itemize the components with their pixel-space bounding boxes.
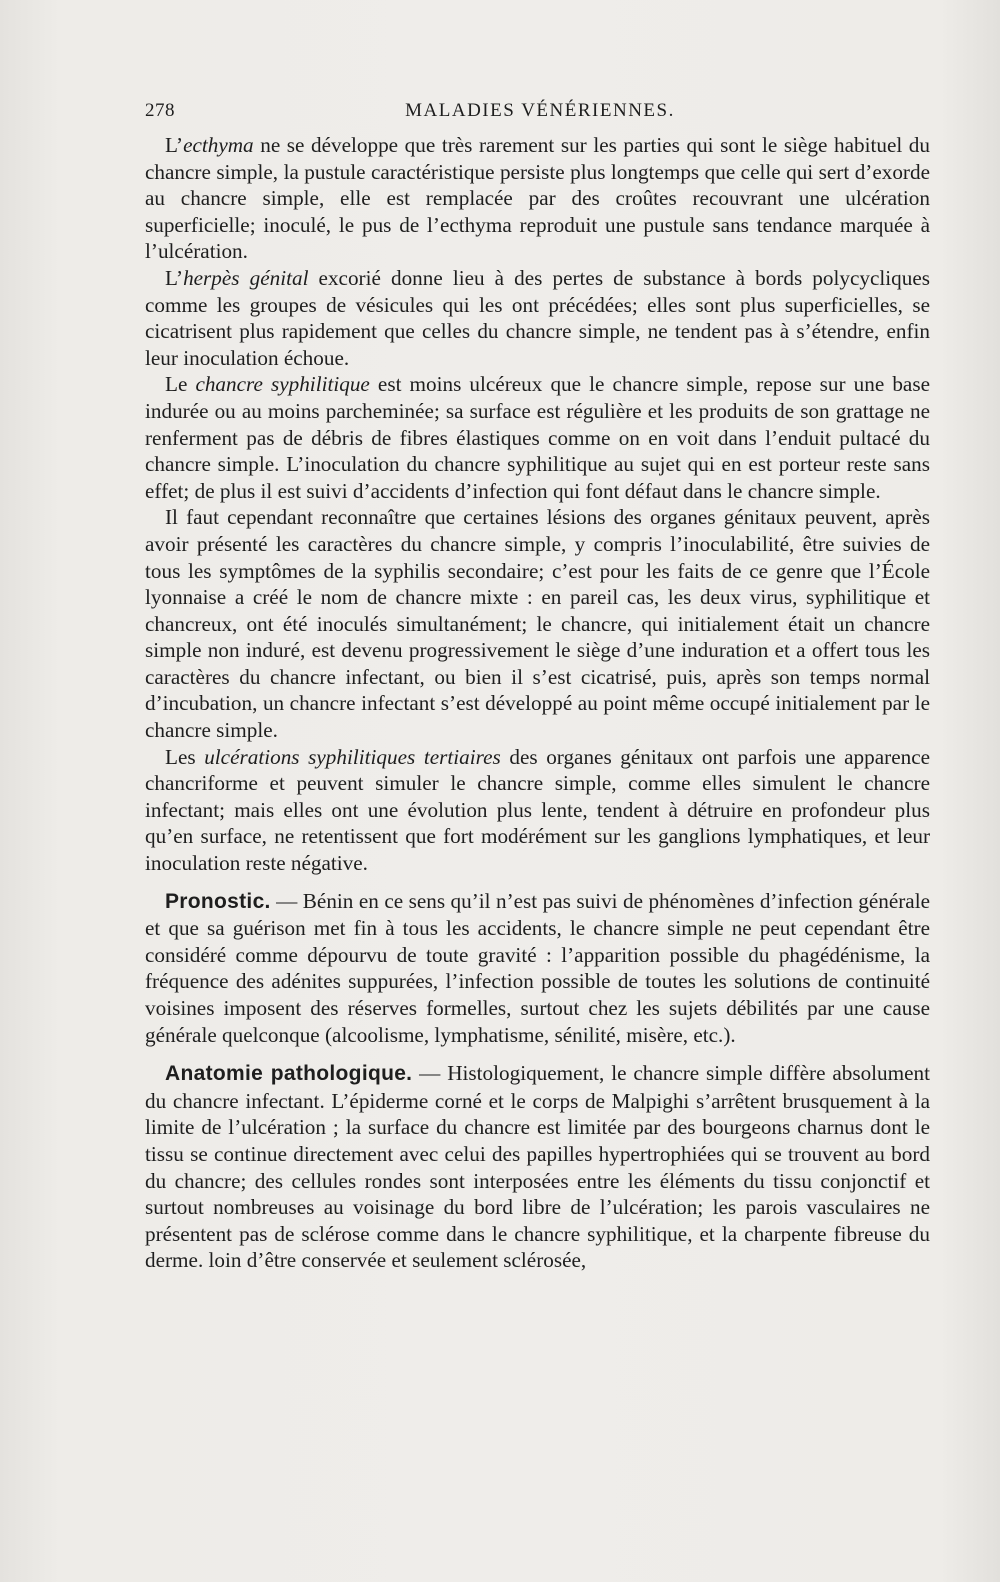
italic-term: herpès génital xyxy=(183,265,309,290)
paragraph-ulcerations-tertiaires xyxy=(145,744,930,877)
section-pronostic xyxy=(145,888,930,1049)
running-head xyxy=(145,100,935,124)
paragraph-text: est moins ulcéreux que le chancre simple, repose sur une base indurée ou au moins parcheminée; sa surface est régulière et les produits de son grattage ne renferment pas de débris de fibres élastiques comme on en voit dans l’enduit pultacé du chancre simple. L’inoculation du chancre syphilitique au sujet qui en est porteur reste sans effet; de plus il est suivi d’accidents d’infection qui font défaut dans le chancre simple. xyxy=(145,372,930,503)
paragraph-lead: L’ xyxy=(165,133,184,157)
section-heading-pronostic: Pronostic. xyxy=(165,889,271,913)
page-number: 278 xyxy=(145,100,175,121)
paragraph-text: ne se développe que très rarement sur les parties qui sont le siège habituel du chancre simple, la pustule caractéristique persiste plus longtemps que celle qui sert d’exorde au chancre simple, elle est remplacée par des croûtes recouvrant une ulcération superficielle; inoculé, le pus de l’ecthyma reproduit une pustule sans tendance marquée à l’ulcération. xyxy=(145,133,930,264)
paragraph-herpes xyxy=(145,265,930,371)
paragraph-lead: Les xyxy=(165,744,205,769)
running-title: MALADIES VÉNÉRIENNES. xyxy=(405,100,675,121)
body-text xyxy=(145,132,930,1274)
italic-term: ulcérations syphilitiques tertiaires xyxy=(204,744,501,769)
italic-term: chancre syphilitique xyxy=(195,372,370,397)
paragraph-lead: L’ xyxy=(165,265,184,290)
paragraph-text: excorié donne lieu à des pertes de substance à bords polycycliques comme les groupes de vésicules qui les ont précédées; elles sont plus superficielles, se cicatrisent plus rapidement que celles du chancre simple, ne tendent pas à s’étendre, enfin leur inoculation échoue. xyxy=(145,265,930,370)
paragraph-text: — Histologiquement, le chancre simple diffère absolument du chancre infectant. L’épiderme corné et le corps de Malpighi s’arrêtent brusquement à la limite de l’ulcération ; la surface du chancre est limitée par des bourgeons charnus dont le tissu se continue directement avec celui des papilles hypertrophiées qui se trouvent au bord du chancre; des cellules rondes sont interposées entre les éléments du tissu conjonctif et surtout nombreuses au voisinage du bord libre de l’ulcération; les parois vasculaires ne présentent pas de sclérose comme dans le chancre syphilitique, et la charpente fibreuse du derme. loin d’être conservée et seulement sclérosée, xyxy=(145,1061,931,1273)
paragraph-text: Il faut cependant reconnaître que certaines lésions des organes génitaux peuvent, après avoir présenté les caractères du chancre simple, y compris l’inoculabilité, être suivies de tous les symptômes de la syphilis secondaire; c’est pour les faits de ce genre que l’École lyonnaise a créé le nom de chancre mixte : en pareil cas, les deux virus, syphilitique et chancreux, ont été inoculés simultanément; le chancre, qui initialement était un chancre simple non induré, est devenu progressivement le siège d’une induration et a offert tous les caractères du chancre infectant, ou bien il s’est cicatrisé, puis, après son temps normal d’incubation, un chancre infectant s’est développé au point même occupé initialement par le chancre simple. xyxy=(145,505,930,743)
section-anatomie-pathologique xyxy=(145,1060,930,1274)
paragraph-chancre-syphilitique xyxy=(145,371,930,504)
paragraph-chancre-mixte xyxy=(145,504,930,743)
paragraph-text: des organes génitaux ont parfois une apparence chancriforme et peuvent simuler le chancre simple, comme elles simulent le chancre infectant; mais elles ont une évolution plus lente, tendent à détruire en profondeur plus qu’en surface, ne retentissent que fort modérément sur les ganglions lymphatiques, et leur inoculation reste négative. xyxy=(145,744,931,876)
paragraph-text: — Bénin en ce sens qu’il n’est pas suivi de phénomènes d’infection générale et que sa guérison met fin à tous les accidents, le chancre simple ne peut cependant être considéré comme dépourvu de toute gravité : l’apparition possible du phagédénisme, la fréquence des adénites suppurées, l’infection possible de toutes les solutions de continuité voisines imposent des réserves formelles, surtout chez les sujets débilités par une cause générale quelconque (alcoolisme, lymphatisme, sénilité, misère, etc.). xyxy=(145,888,930,1047)
paragraph-lead: Le xyxy=(165,372,196,397)
section-heading-anatomie: Anatomie pathologique. xyxy=(165,1062,413,1086)
italic-term: ecthyma xyxy=(183,133,254,157)
paragraph-ecthyma xyxy=(145,132,930,265)
